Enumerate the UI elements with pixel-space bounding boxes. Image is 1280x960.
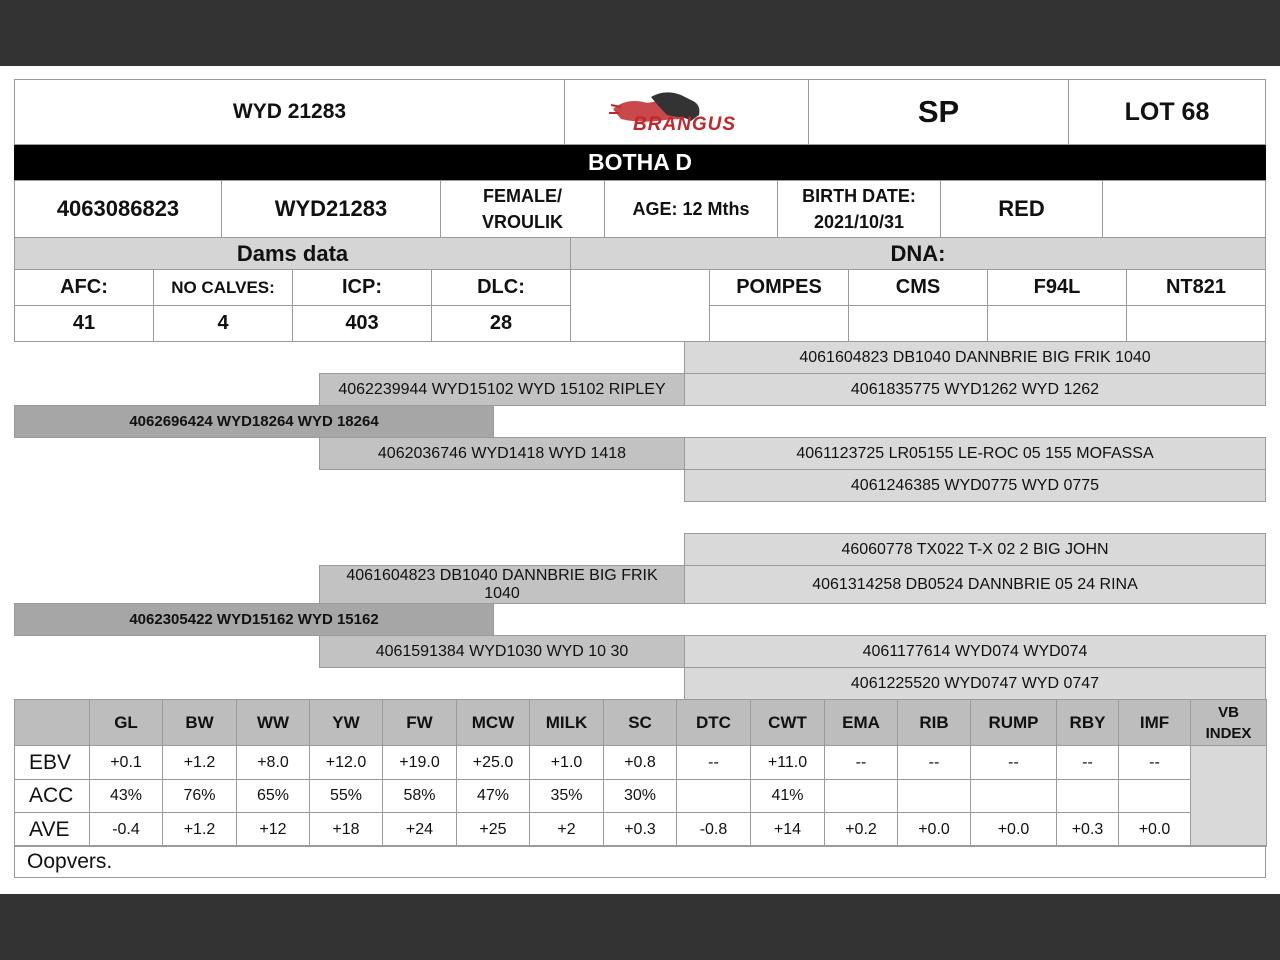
ebv-row-label-acc: ACC: [14, 779, 90, 813]
sex-line-1: FEMALE/: [483, 186, 562, 206]
ebv-cell: 43%: [89, 779, 163, 813]
pedigree-sire-dam-sire: 4061123725 LR05155 LE-ROC 05 155 MOFASSA: [684, 437, 1266, 470]
ebv-header-sc: SC: [603, 699, 677, 746]
ebv-cell: -0.4: [89, 812, 163, 847]
ebv-cell: +0.1: [89, 745, 163, 780]
ebv-cell: +11.0: [750, 745, 825, 780]
ebv-cell: +1.2: [162, 812, 237, 847]
ebv-cell: +1.2: [162, 745, 237, 780]
pedigree-sire-sire-dam: 4061835775 WYD1262 WYD 1262: [684, 373, 1266, 406]
ebv-cell: +1.0: [529, 745, 604, 780]
ebv-header-rby: RBY: [1056, 699, 1119, 746]
ebv-cell: [897, 779, 971, 813]
pedigree-dam-dam: 4061591384 WYD1030 WYD 10 30: [319, 635, 685, 668]
ebv-header-vb-index: [1190, 699, 1267, 746]
ebv-cell: +2: [529, 812, 604, 847]
details-extra: [1102, 180, 1266, 238]
dams-header-dlc: DLC:: [431, 269, 571, 306]
ebv-cell: +8.0: [236, 745, 310, 780]
ebv-header-yw: YW: [309, 699, 383, 746]
ebv-cell: +25.0: [456, 745, 530, 780]
pedigree-dam-sire-dam: 4061314258 DB0524 DANNBRIE 05 24 RINA: [684, 565, 1266, 604]
ebv-header-cwt: CWT: [750, 699, 825, 746]
ebv-cell: --: [824, 745, 898, 780]
ebv-cell: +12: [236, 812, 310, 847]
vb-index-line-2: INDEX: [1205, 724, 1252, 742]
footer-note: Oopvers.: [14, 845, 1266, 878]
ebv-cell: +0.3: [1056, 812, 1119, 847]
ebv-header-rump: RUMP: [970, 699, 1057, 746]
dams-header-afc: AFC:: [14, 269, 154, 306]
dams-header-icp: ICP:: [292, 269, 432, 306]
ebv-header-bw: BW: [162, 699, 237, 746]
dna-header-pompes: POMPES: [709, 269, 849, 306]
dna-value-cms: [848, 305, 988, 342]
ebv-cell: 65%: [236, 779, 310, 813]
dna-blank: [570, 269, 710, 342]
pedigree-dam-dam-dam: 4061225520 WYD0747 WYD 0747: [684, 667, 1266, 700]
ebv-cell: +0.8: [603, 745, 677, 780]
bottom-frame-bar: [0, 894, 1280, 960]
ebv-cell: 35%: [529, 779, 604, 813]
ebv-cell: +0.2: [824, 812, 898, 847]
dams-data-title: Dams data: [14, 237, 571, 270]
pedigree-sire-dam: 4062036746 WYD1418 WYD 1418: [319, 437, 685, 470]
ebv-header-imf: IMF: [1118, 699, 1191, 746]
ebv-cell: 41%: [750, 779, 825, 813]
dna-header-nt821: NT821: [1126, 269, 1266, 306]
ebv-row-label-ebv: EBV: [14, 745, 90, 780]
sex: [440, 180, 605, 238]
ebv-cell: --: [970, 745, 1057, 780]
ebv-cell: +24: [382, 812, 457, 847]
ebv-header-dtc: DTC: [676, 699, 751, 746]
pedigree-dam-sire: 4061604823 DB1040 DANNBRIE BIG FRIK 1040: [319, 565, 685, 604]
reg-number: WYD21283: [221, 180, 441, 238]
ebv-cell: -0.8: [676, 812, 751, 847]
ebv-cell: [1118, 779, 1191, 813]
ebv-cell: +25: [456, 812, 530, 847]
brangus-logo: [564, 79, 809, 145]
ebv-cell: --: [1056, 745, 1119, 780]
ebv-header-rib: RIB: [897, 699, 971, 746]
dams-header-no-calves: NO CALVES:: [153, 269, 293, 306]
ebv-cell: 58%: [382, 779, 457, 813]
ebv-cell: +18: [309, 812, 383, 847]
ebv-cell: +12.0: [309, 745, 383, 780]
ebv-cell: +0.0: [897, 812, 971, 847]
birth-date-label: BIRTH DATE:: [802, 186, 916, 206]
birth-date: [777, 180, 941, 238]
ebv-cell: 30%: [603, 779, 677, 813]
dams-value-afc: 41: [14, 305, 154, 342]
animal-name: BOTHA D: [14, 145, 1266, 180]
pedigree-sire-sire: 4062239944 WYD15102 WYD 15102 RIPLEY: [319, 373, 685, 406]
ebv-cell: --: [676, 745, 751, 780]
id-number: 4063086823: [14, 180, 222, 238]
ebv-cell: --: [1118, 745, 1191, 780]
ebv-cell: +0.0: [1118, 812, 1191, 847]
dams-value-icp: 403: [292, 305, 432, 342]
header-reg-short: WYD 21283: [14, 79, 565, 145]
top-frame-bar: [0, 0, 1280, 66]
colour: RED: [940, 180, 1103, 238]
dna-value-f94l: [987, 305, 1127, 342]
ebv-cell: +19.0: [382, 745, 457, 780]
ebv-header-gl: GL: [89, 699, 163, 746]
vb-index-line-1: VB: [1218, 703, 1239, 721]
ebv-header-ema: EMA: [824, 699, 898, 746]
pedigree-dam: 4062305422 WYD15162 WYD 15162: [14, 603, 494, 636]
ebv-cell: +0.3: [603, 812, 677, 847]
pedigree-sire: 4062696424 WYD18264 WYD 18264: [14, 405, 494, 438]
vb-index-value: [1190, 745, 1267, 847]
birth-date-value: 2021/10/31: [813, 212, 905, 232]
ebv-cell: [1056, 779, 1119, 813]
dna-title: DNA:: [570, 237, 1266, 270]
ebv-cell: [824, 779, 898, 813]
ebv-row-label-ave: AVE: [14, 812, 90, 847]
pedigree-sire-sire-sire: 4061604823 DB1040 DANNBRIE BIG FRIK 1040: [684, 341, 1266, 374]
sex-line-2: VROULIK: [482, 212, 563, 232]
ebv-corner: [14, 699, 90, 746]
ebv-cell: [676, 779, 751, 813]
ebv-header-mcw: MCW: [456, 699, 530, 746]
ebv-cell: [970, 779, 1057, 813]
pedigree-dam-dam-sire: 4061177614 WYD074 WYD074: [684, 635, 1266, 668]
ebv-cell: 76%: [162, 779, 237, 813]
pedigree-dam-sire-sire: 46060778 TX022 T-X 02 2 BIG JOHN: [684, 533, 1266, 566]
dna-value-pompes: [709, 305, 849, 342]
ebv-cell: +0.0: [970, 812, 1057, 847]
ebv-cell: +14: [750, 812, 825, 847]
dams-value-dlc: 28: [431, 305, 571, 342]
ebv-cell: 55%: [309, 779, 383, 813]
age: AGE: 12 Mths: [604, 180, 778, 238]
ebv-cell: --: [897, 745, 971, 780]
ebv-header-milk: MILK: [529, 699, 604, 746]
dams-value-no-calves: 4: [153, 305, 293, 342]
pedigree-sire-dam-dam: 4061246385 WYD0775 WYD 0775: [684, 469, 1266, 502]
ebv-header-fw: FW: [382, 699, 457, 746]
ebv-cell: 47%: [456, 779, 530, 813]
ebv-header-ww: WW: [236, 699, 310, 746]
dna-header-cms: CMS: [848, 269, 988, 306]
logo-text: BRANGUS: [633, 114, 737, 135]
lot-number: LOT 68: [1068, 79, 1266, 145]
grade: SP: [808, 79, 1069, 145]
dna-header-f94l: F94L: [987, 269, 1127, 306]
dna-value-nt821: [1126, 305, 1266, 342]
